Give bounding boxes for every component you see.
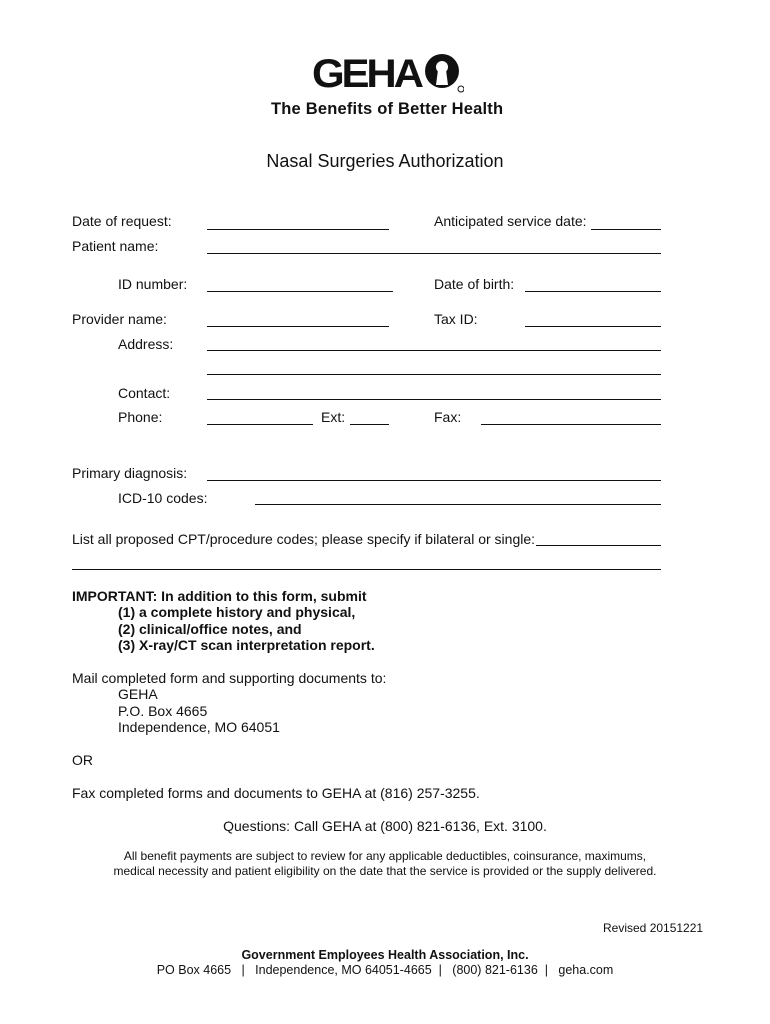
date-of-birth-field[interactable] (525, 291, 661, 292)
patient-name-label: Patient name: (72, 238, 159, 254)
anticipated-service-date-label: Anticipated service date: (434, 213, 587, 229)
id-number-label: ID number: (118, 276, 188, 292)
anticipated-service-date-field[interactable] (591, 229, 661, 230)
fax-label: Fax: (434, 409, 462, 425)
tax-id-label: Tax ID: (434, 311, 478, 327)
date-of-request-label: Date of request: (72, 213, 172, 229)
patient-name-field[interactable] (207, 253, 661, 254)
questions-text: Questions: Call GEHA at (800) 821-6136, Ext. 3100. (223, 818, 547, 834)
phone-field[interactable] (207, 424, 313, 425)
address-field-line2[interactable] (207, 374, 661, 375)
ext-field[interactable] (350, 424, 389, 425)
address-label: Address: (118, 336, 174, 352)
keyhole-logo-icon (424, 52, 464, 94)
contact-field[interactable] (207, 399, 661, 400)
cpt-codes-field[interactable] (536, 545, 661, 546)
or-text: OR (72, 752, 93, 768)
date-of-request-field[interactable] (207, 229, 389, 230)
revised-date: Revised 20151221 (603, 921, 704, 935)
important-item-1: (1) a complete history and physical, (118, 604, 356, 620)
fax-field[interactable] (481, 424, 661, 425)
primary-diagnosis-field[interactable] (207, 480, 661, 481)
icd10-codes-field[interactable] (255, 504, 661, 505)
form-title: Nasal Surgeries Authorization (266, 151, 504, 171)
tagline: The Benefits of Better Health (271, 100, 504, 118)
mail-name: GEHA (118, 686, 158, 702)
important-item-3: (3) X-ray/CT scan interpretation report. (118, 637, 375, 653)
provider-name-field[interactable] (207, 326, 389, 327)
mail-po-box: P.O. Box 4665 (118, 703, 208, 719)
fax-instructions: Fax completed forms and documents to GEHA at (816) 257-3255. (72, 785, 480, 801)
important-heading: IMPORTANT: In addition to this form, submit (72, 588, 367, 604)
ext-label: Ext: (321, 409, 346, 425)
geha-logo-text: GEHA (312, 52, 421, 96)
important-item-2: (2) clinical/office notes, and (118, 621, 302, 637)
primary-diagnosis-label: Primary diagnosis: (72, 465, 188, 481)
footer-address: PO Box 4665 | Independence, MO 64051-4665 | (800) 821-6136 | geha.com (156, 963, 614, 977)
date-of-birth-label: Date of birth: (434, 276, 515, 292)
id-number-field[interactable] (207, 291, 393, 292)
cpt-codes-field-line2[interactable] (72, 569, 661, 570)
footer-org: Government Employees Health Association, Inc. (241, 948, 529, 962)
tax-id-field[interactable] (525, 326, 661, 327)
contact-label: Contact: (118, 385, 171, 401)
disclaimer-line1: All benefit payments are subject to review for any applicable deductibles, coinsurance, maximums, (123, 849, 647, 863)
phone-label: Phone: (118, 409, 163, 425)
mail-city: Independence, MO 64051 (118, 719, 280, 735)
mail-intro: Mail completed form and supporting documents to: (72, 670, 387, 686)
icd10-codes-label: ICD-10 codes: (118, 490, 208, 506)
address-field-line1[interactable] (207, 350, 661, 351)
provider-name-label: Provider name: (72, 311, 167, 327)
cpt-codes-label: List all proposed CPT/procedure codes; please specify if bilateral or single: (72, 531, 536, 547)
disclaimer-line2: medical necessity and patient eligibility on the date that the service is provided or the supply delivered. (113, 864, 657, 878)
